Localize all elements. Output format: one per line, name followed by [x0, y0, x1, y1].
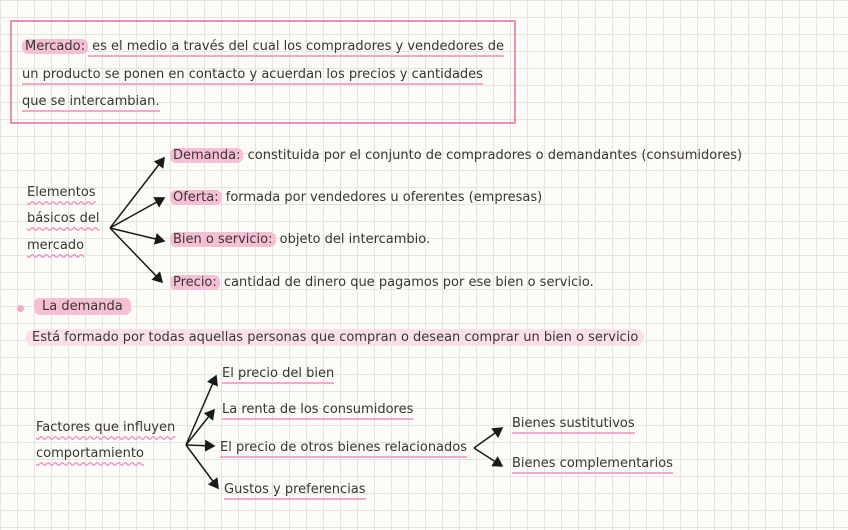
arrow-factor-1 — [186, 376, 216, 445]
arrow-precio — [110, 228, 162, 282]
factor-item-3 — [220, 440, 467, 455]
element-bien-term: Bien o servicio: — [170, 232, 276, 247]
element-bien — [170, 232, 430, 247]
element-precio-term: Precio: — [170, 275, 220, 290]
arrow-complementarios — [474, 448, 502, 466]
demand-title-text: La demanda — [34, 298, 131, 315]
factor-item-4 — [224, 482, 366, 497]
element-oferta — [170, 190, 542, 205]
definition-term: Mercado: — [22, 39, 88, 54]
arrow-factor-4 — [186, 445, 218, 488]
arrow-factor-3 — [186, 445, 214, 446]
factors-label-2: comportamiento — [36, 446, 144, 461]
arrow-factor-2 — [186, 410, 214, 445]
elements-label-2: básicos del — [27, 211, 100, 226]
definition-text-2: un producto se ponen en contacto y acuerdan los precios y cantidades — [22, 67, 483, 85]
element-demanda — [170, 148, 742, 163]
definition-text-1: es el medio a través del cual los compradores y vendedores de — [88, 39, 504, 57]
definition-line-3 — [22, 93, 160, 111]
factor-item-1 — [222, 366, 334, 381]
demand-text-content: Está formado por todas aquellas personas que compran o desean comprar un bien o servicio — [26, 329, 644, 346]
element-demanda-term: Demanda: — [170, 148, 243, 163]
factor-item-2-text: La renta de los consumidores — [222, 402, 413, 420]
element-precio-desc: cantidad de dinero que pagamos por ese bien o servicio. — [219, 275, 594, 290]
elements-label-1: Elementos — [27, 185, 96, 200]
factors-label-1: Factores que influyen — [36, 420, 176, 435]
arrow-oferta — [110, 198, 164, 228]
demand-text — [26, 330, 644, 345]
elements-label-3: mercado — [27, 238, 85, 253]
factor-item-1-text: El precio del bien — [222, 366, 334, 384]
element-demanda-desc: constituida por el conjunto de compradores o demandantes (consumidores) — [243, 148, 743, 163]
factor-item-3-text: El precio de otros bienes relacionados — [220, 440, 467, 458]
definition-line-2 — [22, 66, 483, 84]
factor-item-4-text: Gustos y preferencias — [224, 482, 366, 500]
bullet-dot — [17, 305, 24, 312]
element-oferta-desc: formada por vendedores u oferentes (empresas) — [221, 190, 543, 205]
demand-title — [34, 299, 131, 314]
factor-item-2 — [222, 402, 413, 417]
arrow-sustitutivos — [474, 428, 502, 448]
definition-text-3: que se intercambian. — [22, 94, 160, 112]
arrow-bien — [110, 228, 164, 241]
element-precio — [170, 275, 594, 290]
definition-line-1 — [22, 38, 504, 56]
arrow-demanda — [110, 158, 164, 228]
element-oferta-term: Oferta: — [170, 190, 222, 205]
sub-item-sustitutivos — [512, 416, 635, 431]
sub-item-complementarios-text: Bienes complementarios — [512, 456, 673, 474]
sub-item-sustitutivos-text: Bienes sustitutivos — [512, 416, 635, 434]
sub-item-complementarios — [512, 456, 673, 471]
element-bien-desc: objeto del intercambio. — [275, 232, 431, 247]
